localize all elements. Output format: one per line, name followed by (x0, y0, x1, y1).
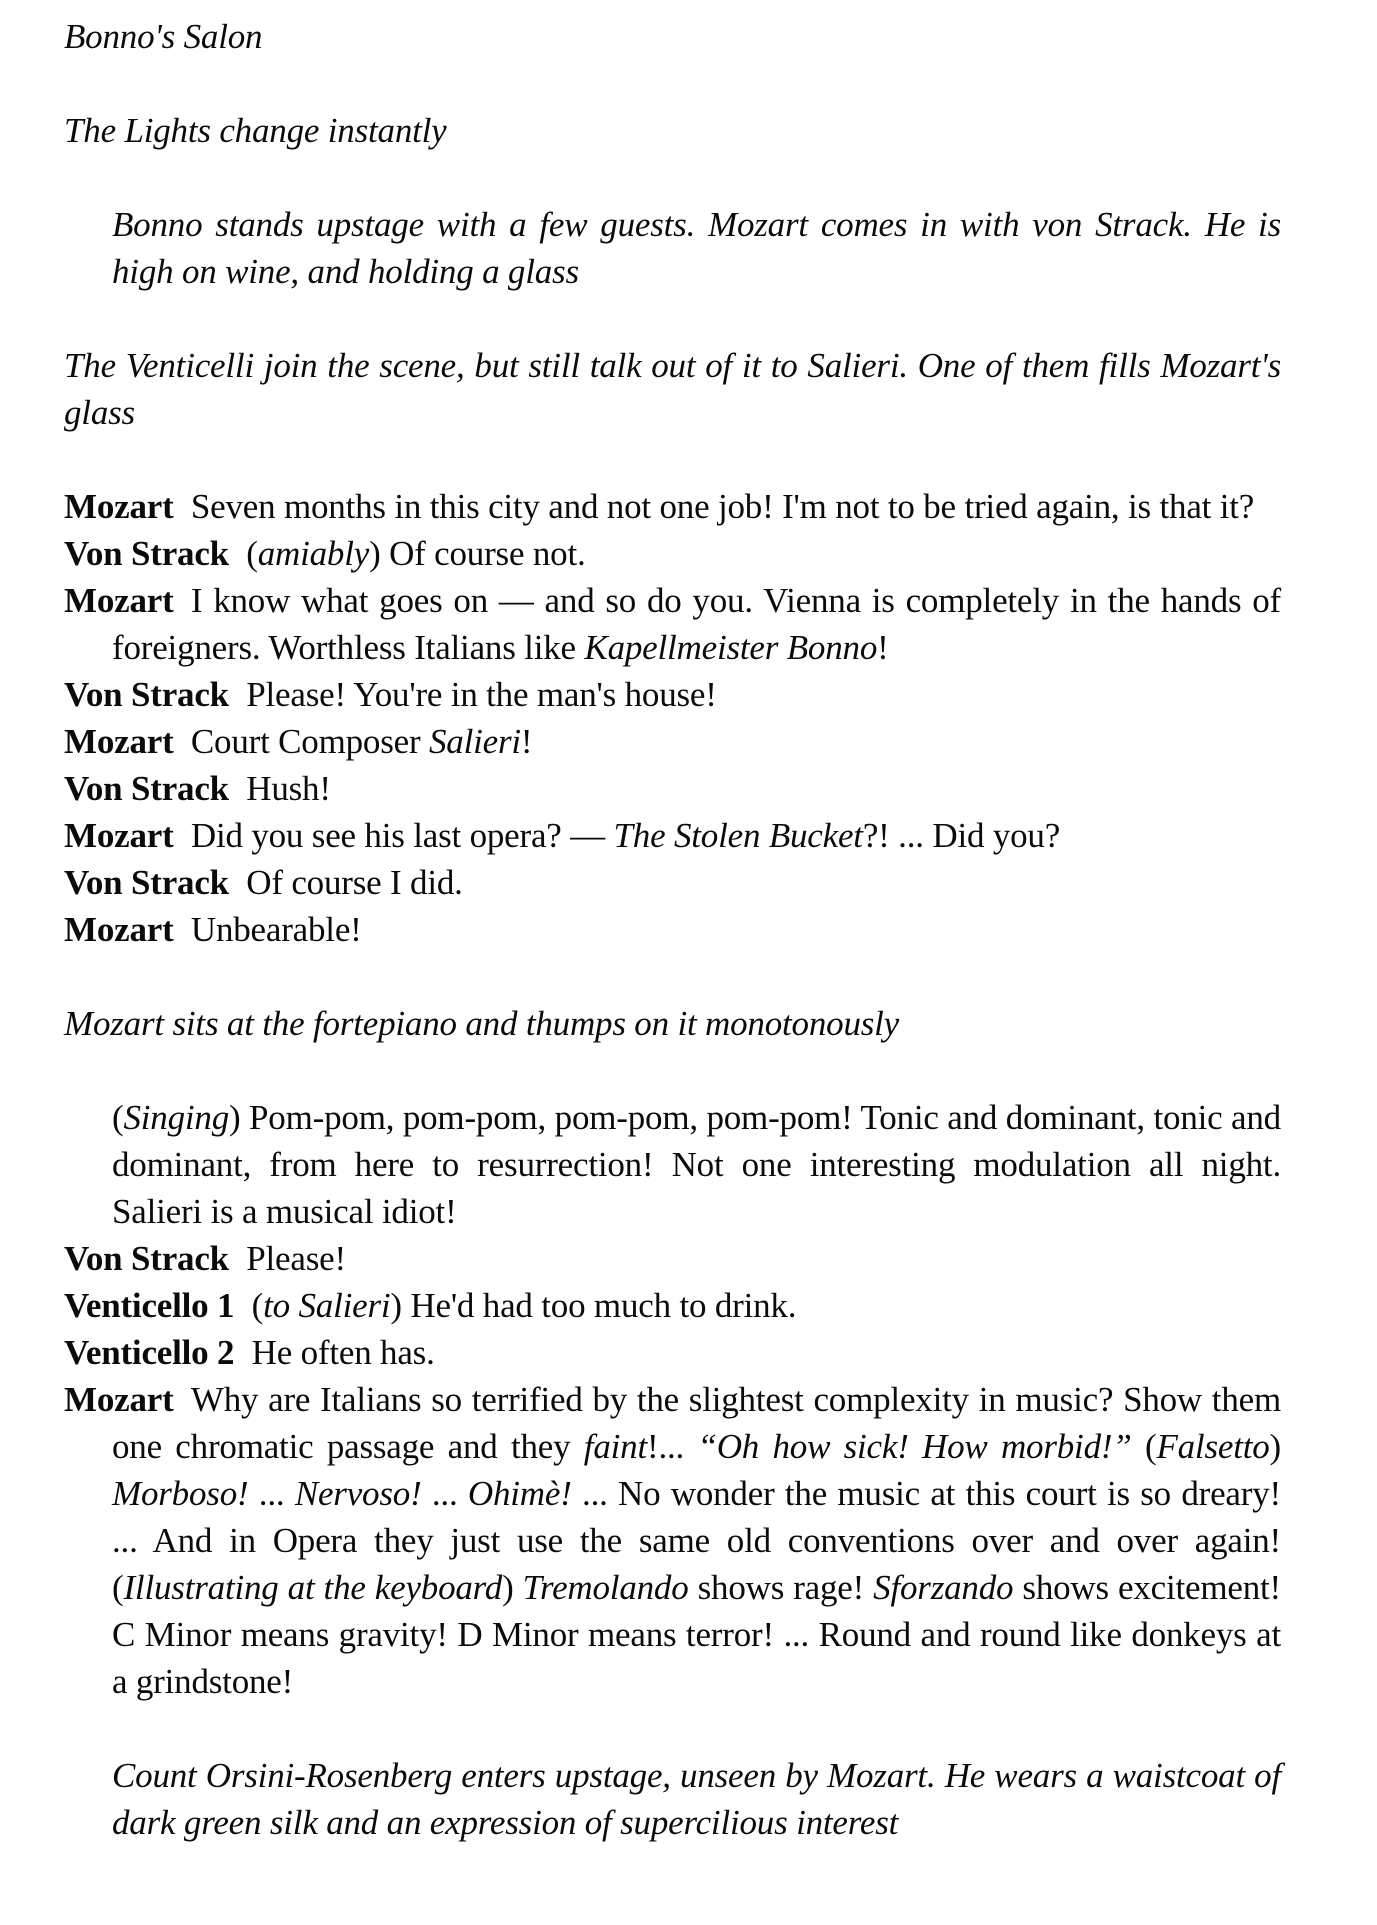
text-run: ?! ... Did you? (862, 816, 1061, 855)
block-heading (64, 107, 1281, 154)
speaker-name: Mozart (64, 816, 174, 855)
block-dialogue-mozart (64, 718, 1281, 765)
block-direction (64, 342, 1281, 436)
text-run-italic: amiably (257, 534, 370, 573)
block-dialogue-von-strack (64, 1235, 1281, 1282)
text-run: ) Of course not. (369, 534, 586, 573)
text-run-italic: Illustrating at the keyboard (123, 1568, 503, 1607)
text-run: Why are Italians so terrified by the slightest complexity in music? Show them one chromatic passage and they (112, 1380, 1281, 1466)
block-dialogue-mozart (64, 906, 1281, 953)
speaker-name: Von Strack (64, 1239, 229, 1278)
text-run: He often has. (251, 1333, 435, 1372)
text-run-italic: Falsetto (1156, 1427, 1270, 1466)
text-run: ) Pom-pom, pom-pom, pom-pom, pom-pom! Tonic and dominant, tonic and dominant, from here to resurrection! Not one interesting modulation all night. Salieri is a musical idiot! (112, 1098, 1281, 1231)
speaker-name: Mozart (64, 722, 174, 761)
speaker-name: Von Strack (64, 675, 229, 714)
text-run: ... (421, 1474, 468, 1513)
text-run: Please! You're in the man's house! (246, 675, 717, 714)
text-run: ( (251, 1286, 264, 1325)
text-run: ) (1269, 1427, 1282, 1466)
text-run: Unbearable! (190, 910, 362, 949)
text-run: Did you see his last opera? — (190, 816, 614, 855)
block-direction-indented (112, 1752, 1281, 1846)
block-dialogue-von-strack (64, 859, 1281, 906)
text-run: shows excitement! C Minor means gravity! D Minor means terror! ... Round and round like donkeys at a grindstone! (112, 1568, 1281, 1701)
speaker-name: Mozart (64, 1380, 174, 1419)
text-run: ) He'd had too much to drink. (390, 1286, 797, 1325)
text-run-italic: Bonno stands upstage with a few guests. Mozart comes in with von Strack. He is high on wine, and holding a glass (112, 205, 1281, 291)
block-dialogue-von-strack (64, 765, 1281, 812)
text-run: ( (112, 1098, 124, 1137)
text-run: Seven months in this city and not one job! I'm not to be tried again, is that it? (190, 487, 1255, 526)
text-run: Hush! (246, 769, 331, 808)
speaker-name: Venticello 2 (64, 1333, 235, 1372)
speaker-name: Mozart (64, 581, 174, 620)
block-dialogue-mozart (64, 483, 1281, 530)
block-direction-indented (112, 201, 1281, 295)
text-run-italic: Tremolando (522, 1568, 689, 1607)
text-run-italic: The Lights change instantly (64, 111, 447, 150)
block-dialogue-mozart (64, 1376, 1281, 1705)
text-run: Of course I did. (246, 863, 463, 902)
block-dialogue-venticello-2 (64, 1329, 1281, 1376)
text-run: I know what goes on — and so do you. Vienna is completely in the hands of foreigners. Worthless Italians like (112, 581, 1281, 667)
text-run-italic: Salieri (428, 722, 521, 761)
text-run: ) (502, 1568, 523, 1607)
text-run-italic: Kapellmeister Bonno (584, 628, 878, 667)
text-run: ( (1131, 1427, 1157, 1466)
text-run: shows rage! (688, 1568, 874, 1607)
speaker-name: Mozart (64, 487, 174, 526)
text-run-italic: Singing (123, 1098, 230, 1137)
text-run: Court Composer (190, 722, 429, 761)
text-run-italic: Mozart sits at the fortepiano and thumps on it monotonously (64, 1004, 900, 1043)
text-run: ( (246, 534, 258, 573)
block-dialogue-von-strack (64, 530, 1281, 577)
speaker-name: Von Strack (64, 769, 229, 808)
text-run: ! (877, 628, 889, 667)
block-dialogue-mozart (64, 812, 1281, 859)
block-heading (64, 13, 1281, 60)
text-run-italic: “Oh how sick! How morbid!” (697, 1427, 1132, 1466)
text-run-italic: Count Orsini-Rosenberg enters upstage, unseen by Mozart. He wears a waistcoat of dark green silk and an expression of supercilious interest (112, 1756, 1281, 1842)
text-run-italic: Ohimè! (467, 1474, 572, 1513)
text-run: ... (248, 1474, 295, 1513)
speaker-name: Von Strack (64, 534, 229, 573)
text-run-italic: to Salieri (263, 1286, 391, 1325)
speaker-name: Mozart (64, 910, 174, 949)
text-run: ... No wonder the music at this court is so dreary! ... And in Opera they just use the same old conventions over and over again! ( (112, 1474, 1281, 1607)
text-run-italic: Bonno's Salon (64, 17, 263, 56)
block-dialogue-von-strack (64, 671, 1281, 718)
text-run-italic: Nervoso! (294, 1474, 422, 1513)
block-dialogue-mozart (64, 577, 1281, 671)
block-direction (64, 1000, 1281, 1047)
speaker-name: Von Strack (64, 863, 229, 902)
text-run-italic: The Stolen Bucket (613, 816, 863, 855)
text-run-italic: Morboso! (112, 1474, 249, 1513)
speaker-name: Venticello 1 (64, 1286, 235, 1325)
text-run: !... (646, 1427, 698, 1466)
text-run: ! (520, 722, 533, 761)
text-run-italic: Sforzando (873, 1568, 1014, 1607)
block-speech-indented (112, 1094, 1281, 1235)
text-run: Please! (246, 1239, 346, 1278)
text-run-italic: faint (583, 1427, 647, 1466)
text-run-italic: The Venticelli join the scene, but still talk out of it to Salieri. One of them fills Mozart's glass (64, 346, 1281, 432)
block-dialogue-venticello-1 (64, 1282, 1281, 1329)
